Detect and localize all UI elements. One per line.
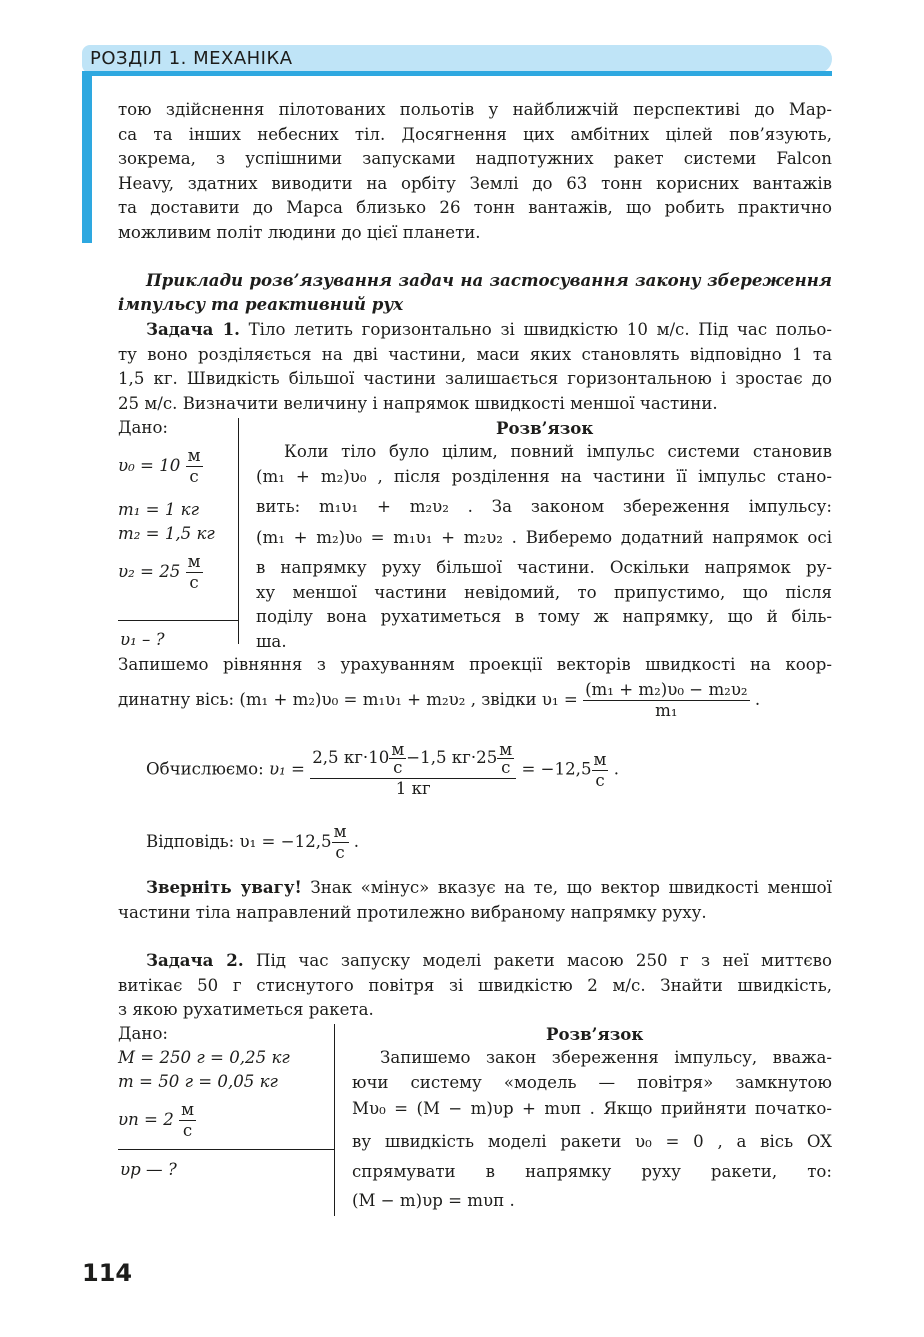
task1-eq-fraction — [583, 680, 750, 721]
task2-sol-line: Запишемо закон збереження імпульсу, вважа- — [380, 1048, 832, 1067]
task2-line: витікає 50 г стиснутого повітря зі швидкістю 2 м/с. Знайти швидкість, — [118, 975, 832, 995]
section-heading-2 — [118, 292, 403, 317]
unit-fraction — [179, 1100, 196, 1141]
unit-den: с — [393, 758, 403, 777]
unit-num: м — [187, 446, 201, 465]
intro-line: можливим політ людини до цієї планети. — [118, 222, 481, 242]
unit-fraction — [592, 750, 609, 791]
task2-sol-line: Mυ₀ = (M − m)υр + mυп . Якщо прийняти початко- — [352, 1099, 832, 1118]
intro-line: зокрема, з успішними запусками надпотужних ракет системи Falcon — [118, 149, 832, 168]
task1-given-v0-text: υ₀ = 10 — [118, 456, 181, 475]
chapter-title: РОЗДІЛ 1. МЕХАНІКА — [90, 48, 293, 69]
task1-calculation: Обчислюємо: υ₁ = 2,5 кг·10 $\frac{м}{с}$ −1,5 кг·25 $\frac{м}{с}$ 1 кг = −12,5 $\frac{м}{с}$ . — [146, 740, 619, 798]
unit-fraction — [186, 446, 203, 487]
task1-eq-den: m₁ — [655, 701, 678, 720]
task1-calc-den: 1 кг — [395, 779, 431, 798]
task1-given-v2-text: υ₂ = 25 — [118, 562, 181, 581]
task2-sol-line: (M − m)υр = mυп . — [352, 1190, 515, 1210]
task1-answer-label: Відповідь: — [146, 832, 235, 851]
task1-label: Задача 1. — [146, 319, 240, 339]
page-number: 114 — [82, 1259, 133, 1287]
task2-line — [118, 948, 832, 974]
task1-answer-value: υ₁ = −12,5 — [239, 832, 332, 851]
unit-fraction — [389, 741, 406, 776]
task2-given-vp-text: υп = 2 — [118, 1110, 174, 1129]
task2-sol-line: спрямувати в напрямку руху ракети, то: — [352, 1162, 832, 1181]
intro-line: та доставити до Марса близько 26 тонн вантажів, що робить практично — [118, 198, 832, 217]
task2-given-label: Дано: — [118, 1024, 169, 1043]
task1-note — [118, 875, 832, 925]
task1-vertical-divider — [238, 418, 239, 644]
task1-solution-label: Розв’язок — [496, 418, 594, 438]
intro-line: тою здійснення пілотованих польотів у найближчій перспективі до Мар- — [118, 100, 832, 119]
task1-sol-line: поділу вона рухатиметься в тому ж напрямку, що й біль- — [256, 607, 832, 626]
header-underline — [92, 71, 832, 76]
task1-calc-num-a: 2,5 кг·10 — [312, 748, 390, 767]
task1-calc-fraction — [310, 741, 516, 799]
task1-given-v2 — [118, 552, 203, 593]
side-accent-bar — [82, 71, 92, 243]
task2-given-m: m = 50 г = 0,05 кг — [118, 1072, 278, 1091]
task1-answer: Відповідь: υ₁ = −12,5 $\frac{м}{с}$ . — [146, 822, 360, 862]
section-heading-line2: імпульсу та реактивний рух — [118, 294, 404, 314]
task2-statement — [118, 948, 832, 1023]
unit-num: м — [181, 1100, 194, 1119]
task1-given-label: Дано: — [118, 418, 169, 437]
unit-den: с — [189, 573, 199, 592]
task2-label: Задача 2. — [146, 950, 244, 970]
task1-sol-line: в напрямку руху більшої частини. Оскільки напрямок ру- — [256, 558, 832, 577]
task1-find: υ₁ – ? — [120, 630, 165, 649]
task1-eq-num: (m₁ + m₂)υ₀ − m₂υ₂ — [585, 680, 748, 699]
unit-den: с — [189, 467, 199, 486]
task1-line: 1,5 кг. Швидкість більшої частини залишається горизонтальною і зростає до — [118, 369, 832, 388]
task2-line1: Під час запуску моделі ракети масою 250 г з неї миттєво — [243, 951, 832, 970]
unit-num: м — [391, 740, 405, 759]
task1-eq-line2: динатну вісь: (m₁ + m₂)υ₀ = m₁υ₁ + m₂υ₂ , звідки υ₁ = $\frac{\text{(m₁ + m₂)υ₀ − m₂υ₂}}{\text{m₁}}$ . — [118, 680, 761, 720]
unit-num: м — [333, 822, 347, 841]
task1-given-m2: m₂ = 1,5 кг — [118, 524, 215, 543]
task1-calc-num — [310, 741, 516, 779]
unit-den: с — [501, 758, 511, 777]
task2-find: υр — ? — [120, 1160, 177, 1179]
unit-num: м — [187, 552, 201, 571]
chapter-header — [82, 45, 832, 73]
task1-line1: Тіло летить горизонтально зі швидкістю 10 м/с. Під час польо- — [239, 320, 832, 339]
task2-sol-line: ву швидкість моделі ракети υ₀ = 0 , а вісь OX — [352, 1131, 832, 1151]
task1-eq-line2-text: динатну вісь: (m₁ + m₂)υ₀ = m₁υ₁ + m₂υ₂ , звідки υ₁ = — [118, 690, 578, 709]
unit-den: с — [595, 770, 605, 790]
task1-sol-line: (m₁ + m₂)υ₀ = m₁υ₁ + m₂υ₂ . Виберемо додатний напрямок осі — [256, 527, 832, 547]
task1-calc-lhs: υ₁ = — [268, 759, 305, 779]
task1-calc-label: Обчислюємо: — [146, 759, 264, 779]
task2-solution — [352, 1046, 832, 1213]
unit-fraction — [497, 741, 514, 776]
task1-solution — [256, 440, 832, 654]
task1-calc-result: = −12,5 — [521, 759, 592, 779]
task1-sol-line: ху меншої частини невідомий, то припустимо, що після — [256, 582, 832, 602]
task1-line — [118, 317, 832, 343]
task1-note-line — [118, 875, 832, 901]
task1-equation-text — [118, 653, 832, 678]
task1-eq-line1: Запишемо рівняння з урахуванням проекції векторів швидкості на коор- — [118, 655, 832, 674]
task1-sol-line: Коли тіло було цілим, повний імпульс системи становив — [284, 442, 832, 461]
intro-paragraph — [118, 98, 832, 245]
task1-given-m1: m₁ = 1 кг — [118, 500, 199, 519]
task1-given-v0 — [118, 446, 203, 487]
task2-sol-line: ючи систему «модель — повітря» замкнутою — [352, 1072, 832, 1092]
intro-line: са та інших небесних тіл. Досягнення цих амбітних цілей пов’язують, — [118, 124, 832, 144]
task2-given-M: M = 250 г = 0,25 кг — [118, 1048, 290, 1067]
task2-solution-label: Розв’язок — [546, 1024, 644, 1044]
unit-num: м — [499, 740, 513, 759]
task1-statement — [118, 317, 832, 416]
unit-num: м — [593, 749, 607, 769]
task1-note-label: Зверніть увагу! — [146, 877, 302, 897]
section-heading-line1: Приклади розв’язування задач на застосування закону збереження — [146, 270, 832, 290]
task1-line: ту воно розділяється на дві частини, маси яких становлять відповідно 1 та — [118, 344, 832, 364]
task1-sol-line: вить: m₁υ₁ + m₂υ₂ . За законом збереження імпульсу: — [256, 497, 832, 516]
task1-calc-num-b: −1,5 кг·25 — [406, 748, 498, 767]
unit-fraction — [332, 822, 349, 863]
section-heading — [146, 268, 832, 293]
unit-den: с — [182, 1121, 193, 1140]
intro-line: Heavy, здатних виводити на орбіту Землі до 63 тонн корисних вантажів — [118, 173, 832, 193]
task2-given-vp — [118, 1100, 196, 1141]
task2-line: з якою рухатиметься ракета. — [118, 1000, 374, 1019]
task1-note-text: Знак «мінус» вказує на те, що вектор швидкості меншої — [301, 878, 832, 897]
task1-note-line: частини тіла направлений протилежно вибраному напрямку руху. — [118, 902, 707, 922]
task2-given-divider — [118, 1149, 334, 1150]
task1-given-divider — [118, 620, 238, 621]
task1-line: 25 м/с. Визначити величину і напрямок швидкості меншої частини. — [118, 393, 718, 413]
unit-den: с — [335, 843, 345, 862]
task1-sol-line: (m₁ + m₂)υ₀ , після розділення на частини її імпульс стано- — [256, 466, 832, 486]
unit-fraction — [186, 552, 203, 593]
task1-sol-line: ша. — [256, 631, 287, 651]
task2-vertical-divider — [334, 1024, 335, 1216]
